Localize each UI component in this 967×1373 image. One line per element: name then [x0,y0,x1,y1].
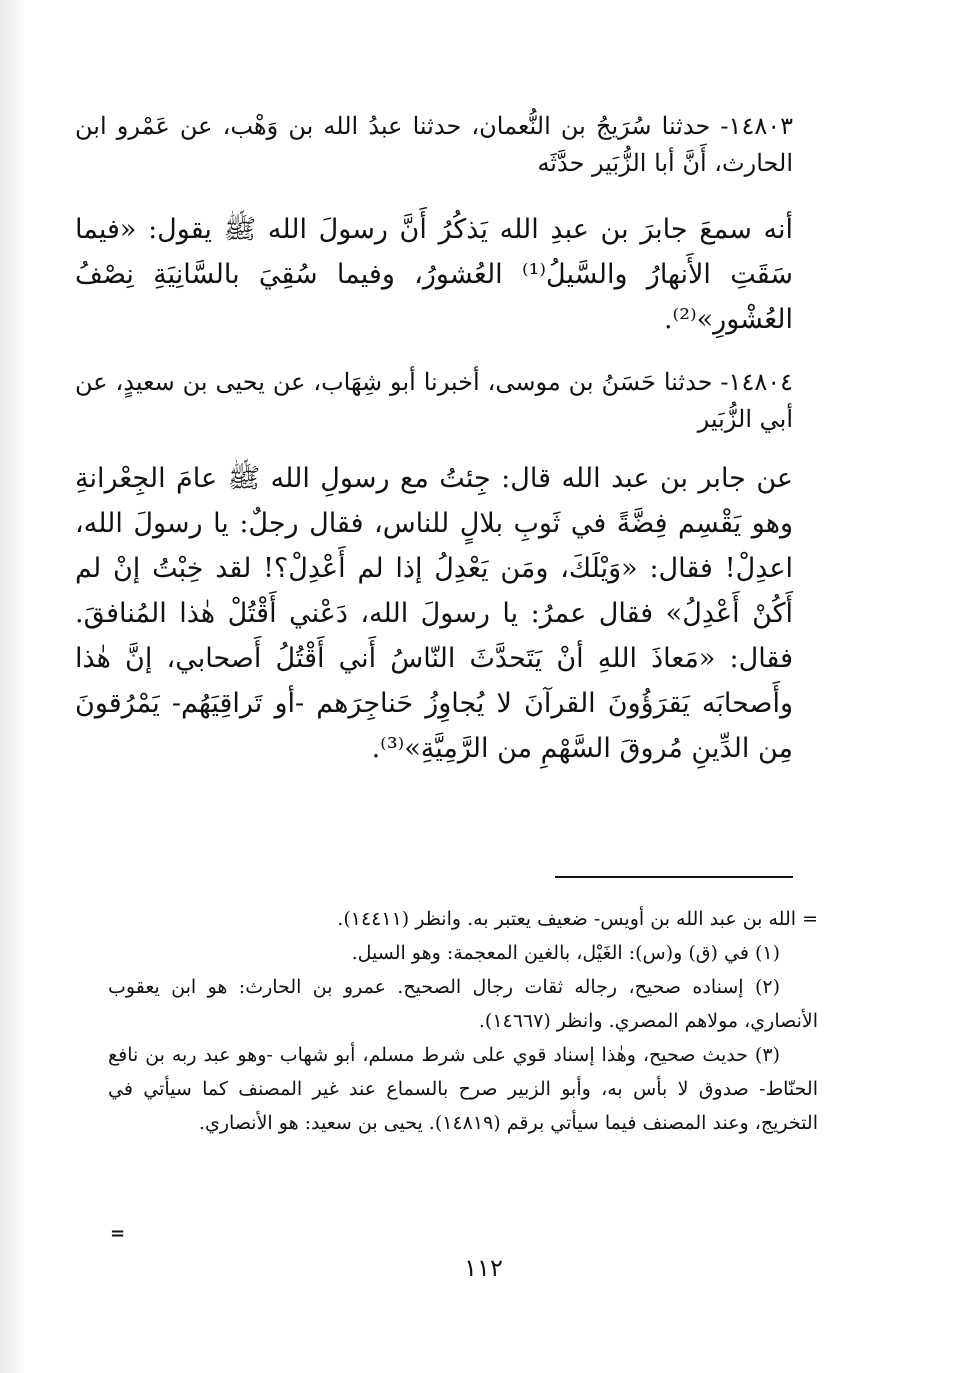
hadith-14804-isnad: ١٤٨٠٤- حدثنا حَسَنُ بن موسى، أخبرنا أبو شِهَاب، عن يحيى بن سعيدٍ، عن أبي الزُّبَير [75,368,793,433]
spacer [75,438,793,456]
hadith-14804-matn: عن جابر بن عبد الله قال: جِئتُ مع رسولِ الله ﷺ عامَ الجِعْرانةِ وهو يَقْسِم فِضَّةً في ثَوبِ بلالٍ للناس، فقال رجلٌ: يا رسولَ الله، اعدِلْ! فقال: «وَيْلَكَ، ومَن يَعْدِلُ إذا لم أَعْدِلْ؟! لقد خِبْتُ إنْ لم أَكُنْ أَعْدِلُ» فقال عمرُ: يا رسولَ الله، دَعْني أَقْتُلْ هٰذا المُنافقَ. فقال: «مَعاذَ اللهِ أنْ يَتَحدَّثَ النّاسُ أَني أَقْتُلُ أَصحابي، إنَّ هٰذا وأَصحابَه يَقرَؤُونَ القرآنَ لا يُجاوِزُ حَناجِرَهم -أو تَراقِيَهُم- يَمْرُقونَ مِن الدِّينِ مُروقَ السَّهْمِ من الرَّمِيَّةِ»⁽³⁾. [75,463,793,764]
footnote-separator [555,876,793,878]
spacer [75,342,793,364]
scan-edge-shadow [0,0,26,1373]
footnotes [108,902,818,1140]
hadith-14803-matn: أنه سمعَ جابرَ بن عبدِ الله يَذكُرُ أَنَّ رسولَ الله ﷺ يقول: «فيما سَقَتِ الأَنهارُ والسَّيلُ⁽¹⁾ العُشورُ، وفيما سُقِيَ بالسَّانِيَةِ نِصْفُ العُشْورِ»⁽²⁾. [75,214,793,335]
footnote-continued: = الله بن عبد الله بن أويس- ضعيف يعتبر به. وانظر (١٤٤١١). [337,908,818,930]
footnote-1: (١) في (ق) و(س): الغَيْل، بالغين المعجمة: وهو السيل. [351,942,780,964]
main-text [75,108,793,771]
footnote-3: (٣) حديث صحيح، وهٰذا إسناد قوي على شرط مسلم، أبو شهاب -وهو عبد ربه بن نافع الحنّاط- صدوق لا بأس به، وأبو الزبير صرح بالسماع عند غير المصنف كما سيأتي في التخريج، وعند المصنف فيما سيأتي برقم (١٤٨١٩). يحيى بن سعيد: هو الأنصاري. [108,1044,818,1134]
page-number: ١١٢ [464,1254,503,1282]
footnote-2: (٢) إسناده صحيح، رجاله ثقات رجال الصحيح. عمرو بن الحارث: هو ابن يعقوب الأنصاري، مولاهم المصري. وانظر (١٤٦٦٧). [108,976,818,1032]
footnote-continue-mark: = [110,1223,126,1244]
hadith-14803-isnad: ١٤٨٠٣- حدثنا سُرَيجُ بن النُّعمان، حدثنا عبدُ الله بن وَهْب، عن عَمْرو ابن الحارث، أَنَّ أبا الزُّبَير حدَّثَه [75,112,793,177]
spacer [75,182,793,207]
